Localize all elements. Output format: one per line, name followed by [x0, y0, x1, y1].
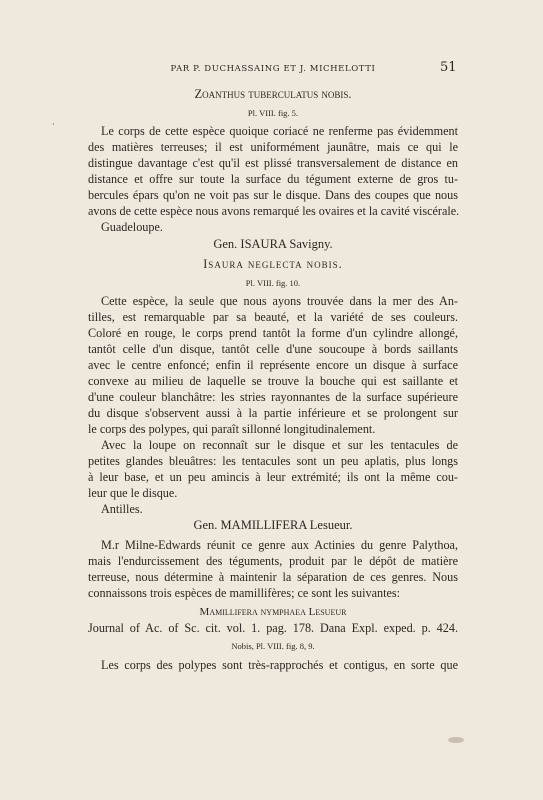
plate-reference: Pl. VIII. fig. 5. [247, 108, 299, 118]
body-line: leur que le disque. [88, 486, 178, 500]
body-line: Coloré en rouge, le corps prend tantôt la forme d'un cylindre allongé, [88, 326, 458, 340]
body-line: distance et offre sur toute la surface du tégument externe de gros tu- [88, 172, 458, 186]
species-heading: Isaura neglecta nobis. [203, 257, 343, 271]
body-line: Cette espèce, la seule que nous ayons trouvée dans la mer des An- [101, 294, 458, 308]
body-line: M.r Milne-Edwards réunit ce genre aux Actinies du genre Palythoa, [101, 538, 458, 552]
species-heading: Mamillifera nymphaea Lesueur [199, 606, 347, 618]
body-line: petites glandes bleuâtres: les tentacules sont un peu aplatis, plus longs [88, 454, 458, 468]
locality: Antilles. [101, 502, 143, 516]
body-line: connaissons trois espèces de mamillifères; ce sont les suivantes: [88, 586, 401, 600]
body-line: mais l'endurcissement des téguments, produit par le dépôt de matière [88, 554, 458, 568]
page-number: 51 [440, 60, 457, 75]
plate-reference: Pl. VIII. fig. 10. [245, 278, 301, 288]
locality: Guadeloupe. [101, 220, 163, 234]
margin-mark: ‘ [52, 122, 55, 131]
page-smudge [448, 737, 464, 743]
genus-heading: Gen. ISAURA Savigny. [213, 237, 333, 251]
citation-line: Journal of Ac. of Sc. cit. vol. 1. pag. 178. Dana Expl. exped. p. 424. [88, 621, 458, 635]
body-line: tilles, est remarquable par sa beauté, et la variété de ses couleurs. [88, 310, 458, 324]
body-line: à leur base, et un peu amincis à leur extrémité; ils ont la même cou- [88, 470, 458, 484]
body-line: tantôt celle d'un disque, tantôt celle d'une soucoupe à bords saillants [88, 342, 458, 356]
body-line: Avec la loupe on reconnaît sur le disque et sur les tentacules de [101, 438, 458, 452]
running-head: PAR P. DUCHASSAING ET J. MICHELOTTI [170, 64, 376, 74]
species-heading: Zoanthus tuberculatus nobis. [194, 87, 352, 101]
plate-reference: Nobis, Pl. VIII. fig. 8, 9. [231, 641, 315, 651]
body-line: Les corps des polypes sont très-rapprochés et contigus, en sorte que [101, 658, 458, 672]
body-line: le corps des polypes, qui paraît sillonné longitudinalement. [88, 422, 376, 436]
body-line: du disque s'observent aussi à la partie inférieure et se prolongent sur [88, 406, 458, 420]
body-line: distingue davantage c'est qu'il est plissé transversalement de distance en [88, 156, 458, 170]
genus-heading: Gen. MAMILLIFERA Lesueur. [193, 518, 353, 532]
body-line: convexe au milieu de laquelle se trouve la bouche qui est saillante et [88, 374, 458, 388]
body-line: d'une couleur blanchâtre: les stries rayonnantes de la surface supérieure [88, 390, 458, 404]
body-line: Le corps de cette espèce quoique coriacé ne renferme pas évidemment [101, 124, 458, 138]
body-line: avons de cette espèce nous avons remarqué les ovaires et la cavité viscérale. [88, 204, 460, 218]
body-line: avec le centre enfoncé; enfin il représente encore un disque à surface [88, 358, 458, 372]
body-line: des matières terreuses; il est uniformément jaunâtre, mais ce qui le [88, 140, 458, 154]
body-line: bercules épars qu'on ne voit pas sur le disque. Dans des coupes que nous [88, 188, 458, 202]
body-line: terreuse, nous détermine à maintenir la séparation de ces genres. Nous [88, 570, 458, 584]
